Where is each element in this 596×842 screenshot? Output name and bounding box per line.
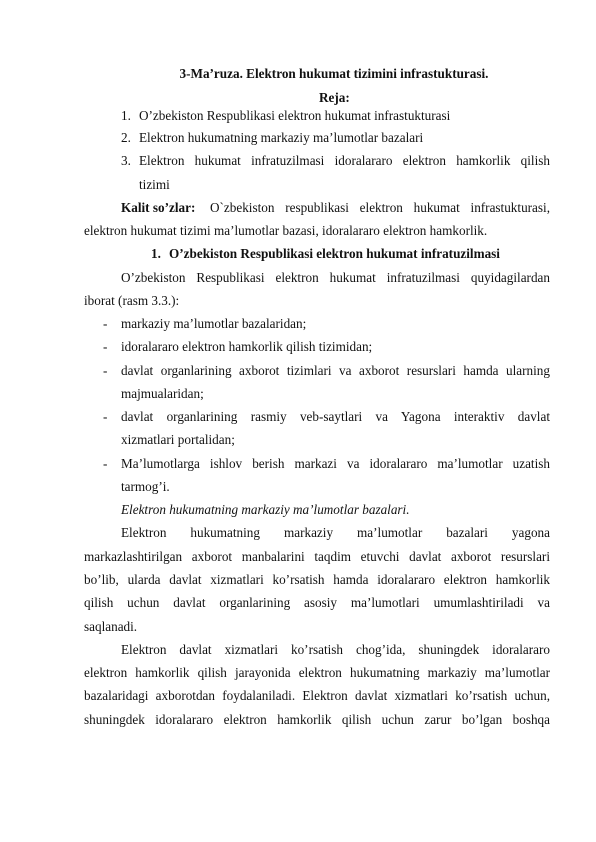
plan-item-number: 3. <box>121 153 131 168</box>
bullet-dash: - <box>103 409 108 424</box>
bullet-dash: - <box>103 363 108 378</box>
paragraph-line: qilish uchun davlat organlarining asosiy ma’lumotlari umumlashtiriladi va <box>84 595 550 610</box>
bullet-text: davlat organlarining axborot tizimlari va axborot resurslari hamda ularning <box>121 363 550 378</box>
bullet-dash: - <box>103 456 108 471</box>
paragraph-line: markazlashtirilgan axborot manbalarini taqdim etuvchi davlat axborot resurslari <box>84 549 550 564</box>
plan-item-number: 1. <box>121 108 131 123</box>
bullet-dash: - <box>103 316 108 331</box>
paragraph-line: shuningdek idoralararo elektron hamkorlik qilish uchun zarur bo’lgan boshqa <box>84 712 550 727</box>
keywords-text-continued: elektron hukumat tizimi ma’lumotlar bazasi, idoralararo elektron hamkorlik. <box>84 223 488 238</box>
bullet-text: davlat organlarining rasmiy veb-saytlari va Yagona interaktiv davlat <box>121 409 550 424</box>
bullet-text: markaziy ma’lumotlar bazalaridan; <box>121 316 307 331</box>
section-number: 1. <box>151 246 161 261</box>
plan-item-text-continued: tizimi <box>139 177 170 192</box>
keywords-text: O`zbekiston respublikasi elektron hukumat infrastukturasi, <box>210 200 550 215</box>
paragraph-line: bo’lib, ularda davlat xizmatlari ko’rsatish hamda idoralararo elektron hamkorlik <box>84 572 550 587</box>
intro-text-continued: iborat (rasm 3.3.): <box>84 293 180 308</box>
plan-heading: Reja: <box>319 90 350 105</box>
section-title: O’zbekiston Respublikasi elektron hukumat infratuzilmasi <box>169 246 500 261</box>
paragraph-line: Elektron hukumatning markaziy ma’lumotlar bazalari yagona <box>121 525 550 540</box>
bullet-text-continued: tarmog’i. <box>121 479 170 494</box>
keywords-label: Kalit so’zlar: <box>121 200 196 215</box>
subheading: Elektron hukumatning markaziy ma’lumotlar bazalari. <box>121 502 410 517</box>
plan-item-text: O’zbekiston Respublikasi elektron hukumat infrastukturasi <box>139 108 451 123</box>
bullet-text: idoralararo elektron hamkorlik qilish tizimidan; <box>121 339 373 354</box>
bullet-text-continued: xizmatlari portalidan; <box>121 432 235 447</box>
paragraph-line: elektron hamkorlik qilish jarayonida elektron hukumatning markaziy ma’lumotlar <box>84 665 550 680</box>
plan-item-text: Elektron hukumat infratuzilmasi idoralararo elektron hamkorlik qilish <box>139 153 550 168</box>
paragraph-line: bazalaridagi axborotdan foydalaniladi. Elektron davlat xizmatlari ko’rsatish uchun, <box>84 688 550 703</box>
plan-item-text: Elektron hukumatning markaziy ma’lumotlar bazalari <box>139 130 424 145</box>
lecture-title: 3-Ma’ruza. Elektron hukumat tizimini infrastukturasi. <box>179 66 489 81</box>
plan-item-number: 2. <box>121 130 131 145</box>
intro-text: O’zbekiston Respublikasi elektron hukumat infratuzilmasi quyidagilardan <box>121 270 550 285</box>
bullet-text: Ma’lumotlarga ishlov berish markazi va idoralararo ma’lumotlar uzatish <box>121 456 550 471</box>
bullet-dash: - <box>103 339 108 354</box>
bullet-text-continued: majmualaridan; <box>121 386 204 401</box>
paragraph-line: Elektron davlat xizmatlari ko’rsatish chog’ida, shuningdek idoralararo <box>121 642 550 657</box>
paragraph-line: saqlanadi. <box>84 619 138 634</box>
